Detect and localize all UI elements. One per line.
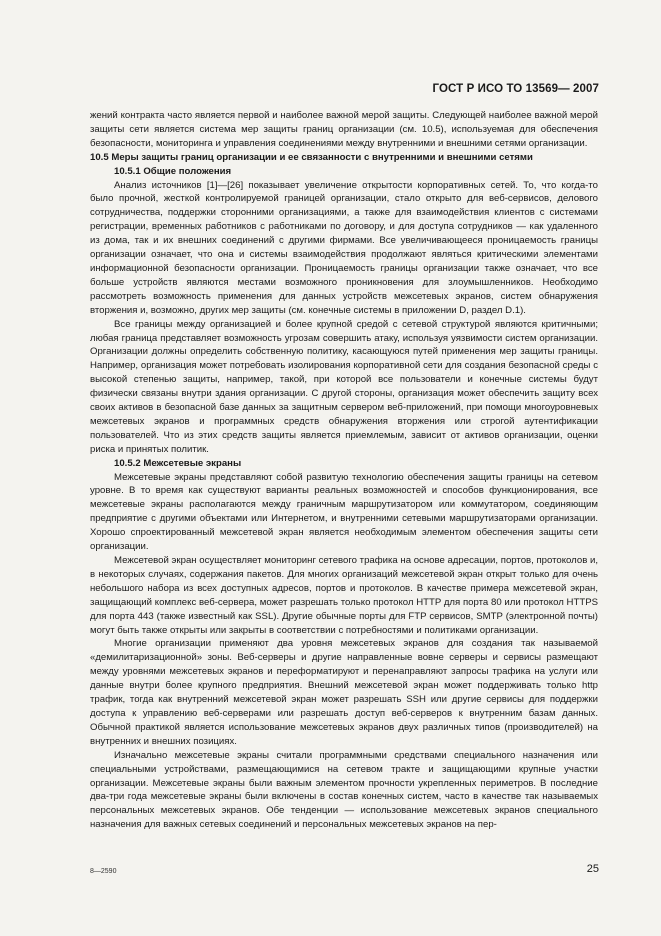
paragraph-6: Изначально межсетевые экраны считали программными средствами специального назначения или специальными устройствами, размещающимися на сетевом тракте и защищающими крупные участки организации. Межсетевые экраны были важным элементом прочности укрепленных периметров. В последние два-три года межсетевые экраны были включены в состав конечных систем, часто в качестве так называемых персональных межсетевых экранов. Обе тенденции — использование межсетевых экранов специального назначения для важных сетевых соединений и персональных межсетевых экранов на пер- [90,749,598,831]
section-heading-10-5 [90,151,598,165]
subsection-heading-10-5-2 [90,457,598,471]
paragraph-5: Многие организации применяют два уровня межсетевых экранов для создания так называемой «демилитаризационной» зоны. Веб-серверы и другие направленные вовне серверы и сервисы размещают между уровнями межсетевых экранов и переформатируют и перенаправляют запросы трафика на услуги или данные внутри более крупного предприятия. Внешний межсетевой экран может поддерживать только http трафик, тогда как внутренний межсетевой экран может разрешать SSH или другие сервисы для поддержки доступа к управлению веб-серверами или разрешать доступ веб-серверов к внутренним базам данных. Обычной практикой является использование межсетевых экранов двух различных типов (производителей) на внутренних и внешних позициях. [90,638,598,747]
subsection-heading-10-5-1 [90,165,598,179]
paragraph-2: Все границы между организацией и более крупной средой с сетевой структурой являются критичными; любая граница представляет возможность угрозам совершить атаку, используя уязвимости систем организации. Организации должны определить собственную политику, касающуюся путей применения мер защиты границы. Например, организация может потребовать изолирования корпоративной сети для создания безопасной среды с высокой степенью защиты, например, такой, при которой все пользователи и конечные системы будут физически связаны внутри здания организации. С другой стороны, организация может обеспечить защиту всех своих активов в безопасной базе данных за защитным сервером веб-приложений, при помощи многоуровневых межсетевых экранов и программных средств обнаружения вторжения или строгой аутентификации пользователей. Что из этих средств защиты является приемлемым, зависит от активов организации, оценки риска и принятых политик. [90,318,598,455]
heading-text: 10.5.2 Межсетевые экраны [114,457,242,469]
heading-text: 10.5.1 Общие положения [114,165,232,177]
paragraph-4: Межсетевой экран осуществляет мониторинг сетевого трафика на основе адресации, портов, протоколов и, в некоторых случаях, содержания пакетов. Для многих организаций межсетевой экран открыт только для очень небольшого набора из всех доступных адресов, портов и протоколов. В качестве примера межсетевой экран, защищающий комплекс веб-сервера, может разрешать только протокол HTTP для порта 80 или протокол HTTPS для порта 443 (также известный как SSL). Другие обычные порты для FTP сервисов, SMTP (электронной почты) могут быть также открыты или закрыты в соответствии с потребностями и политиками организации. [90,555,598,636]
standard-header: ГОСТ Р ИСО ТО 13569— 2007 [432,83,599,95]
heading-text: 10.5 Меры защиты границ организации и ее связанности с внутренними и внешними сетями [90,151,533,163]
paragraph-intro: жений контракта часто является первой и наиболее важной мерой защиты. Следующей наиболее важной мерой защиты сети является система мер защиты границ организации (см. 10.5), используемая для обеспечения безопасности, мониторинга и управления соединениями между внутренними и внешними сетями организации. [90,110,598,149]
paragraph-3: Межсетевые экраны представляют собой развитую технологию обеспечения защиты границы на сетевом уровне. В то время как существуют варианты реальных возможностей и способов функционирования, все межсетевые экраны располагаются между граничным маршрутизатором или коммутатором, соединяющим предприятие с другими объектами или Интернетом, и внутренними сетевыми маршрутизаторами организации. Хорошо спроектированный межсетевой экран является необходимым элементом обеспечения защиты сети организации. [90,471,598,553]
print-code: 8—2590 [90,868,117,875]
body-text [90,109,598,832]
paragraph-1: Анализ источников [1]—[26] показывает увеличение открытости корпоративных сетей. То, что когда-то было прочной, жесткой контролируемой границей организации, стало открыто для веб-сервисов, делового сотрудничества, поддержки сторонними организациями, а также для взаимодействия клиентов с системами регистрации, временных работников с работниками по договору, и для доступа сотрудников — как удаленного из дома, так и их внешних соединений с другими фирмами. Все увеличивающееся проницаемость границы организации означает, что она и системы взаимодействия продолжают являться критическими элементами информационной безопасности организации. Проницаемость границы организации также означает, что все больше устройств являются местами возможного проникновения для злоумышленников. Необходимо рассмотреть возможность применения для данных устройств межсетевых экранов, систем обнаружения вторжения и, возможно, других мер защиты (см. конечные системы в приложении D, раздел D.1). [90,179,598,316]
page-number: 25 [586,863,599,875]
